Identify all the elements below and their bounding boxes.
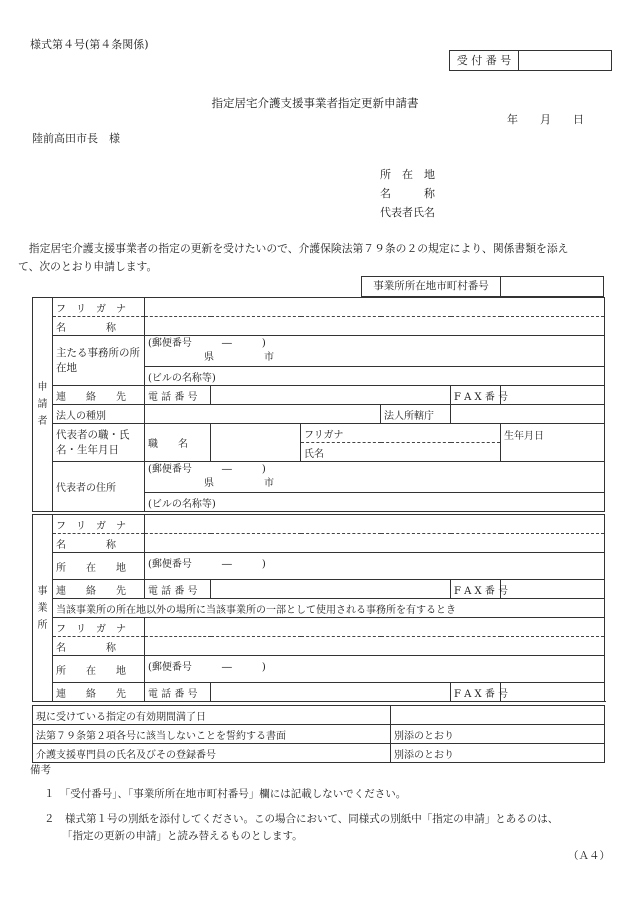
municipality-number-box: [361, 276, 604, 297]
rep-address-field[interactable]: [145, 462, 605, 493]
specialists-value: 別添のとおり: [391, 744, 605, 763]
applicant-phone-label: 電 話 番 号: [145, 386, 211, 405]
sub-office-furigana-field[interactable]: [145, 618, 605, 637]
remark-1: １ 「受付番号」、「事業所所在地市町村番号」欄には記載しないでください。: [44, 788, 407, 800]
table-row: [33, 725, 605, 744]
main-office-pref-city: 県 市: [204, 352, 274, 363]
table-row: [33, 386, 605, 405]
footer-table: [32, 705, 605, 763]
receipt-number-field[interactable]: [519, 51, 611, 70]
office-location-label: 所 在 地: [53, 553, 145, 580]
pledge-label: 法第７９条第２項各号に該当しないことを誓約する書面: [33, 725, 391, 744]
main-office-postal: (郵便番号 ― ): [148, 338, 266, 349]
paper-size: （Ａ４）: [568, 850, 610, 862]
rep-name-label[interactable]: 氏名: [301, 443, 501, 462]
applicant-fax-label: F A X 番 号: [451, 386, 501, 405]
sub-office-fax-label: F A X 番 号: [451, 683, 501, 702]
office-furigana-field[interactable]: [145, 515, 605, 534]
remark-2-cont: 「指定の更新の申請」と読み替えるものとします。: [62, 830, 303, 842]
applicant-fax-field[interactable]: [501, 386, 605, 405]
main-office-building-field[interactable]: (ビルの名称等): [145, 367, 605, 386]
table-row: [33, 553, 605, 580]
municipality-number-label: 事業所所在地市町村番号: [362, 277, 501, 296]
table-row: [33, 515, 605, 534]
table-row: [33, 580, 605, 599]
application-table: [32, 297, 605, 512]
table-row: [33, 706, 605, 725]
sub-office-phone-field[interactable]: [211, 683, 451, 702]
position-field[interactable]: [211, 424, 301, 462]
page-title: 指定居宅介護支援事業者指定更新申請書: [211, 96, 419, 110]
intro-line-1: 指定居宅介護支援事業者の指定の更新を受けたいので、介護保険法第７９条の２の規定により、関係書類を添え: [18, 242, 569, 255]
birth-date-label[interactable]: 生年月日: [501, 424, 605, 462]
position-label: 職 名: [145, 424, 211, 462]
sub-office-name-label: 名 称: [53, 637, 145, 656]
validity-field[interactable]: [391, 706, 605, 725]
applicant-name-label-cell: 名 称: [53, 317, 145, 336]
applicant-contact-label: 連 絡 先: [53, 386, 145, 405]
rep-title-label: 代表者の職・氏名・生年月日: [53, 424, 145, 462]
corp-type-label: 法人の種別: [53, 405, 145, 424]
validity-label: 現に受けている指定の有効期間満了日: [33, 706, 391, 725]
table-row: [33, 298, 605, 317]
rep-pref-city: 県 市: [204, 478, 274, 489]
main-office-address-field[interactable]: [145, 336, 605, 367]
rep-postal: (郵便番号 ― ): [148, 464, 266, 475]
specialists-label: 介護支援専門員の氏名及びその登録番号: [33, 744, 391, 763]
remarks-title: 備考: [30, 764, 51, 776]
applicant-name-label: 名 称: [380, 187, 435, 200]
date-line[interactable]: 年 月 日: [507, 113, 584, 126]
section-applicant: 申 請 者: [33, 298, 53, 512]
applicant-furigana-field[interactable]: [145, 298, 605, 317]
table-row: [33, 744, 605, 763]
applicant-rep-label: 代表者氏名: [380, 206, 435, 219]
intro-line-2: て、次のとおり申請します。: [18, 260, 158, 273]
sub-office-location-field[interactable]: (郵便番号 ― ): [145, 656, 605, 683]
sub-office-contact-label: 連 絡 先: [53, 683, 145, 702]
table-row: [33, 317, 605, 336]
applicant-furigana-label: フ リ ガ ナ: [53, 298, 145, 317]
receipt-number-label: 受 付 番 号: [450, 51, 519, 70]
other-office-caption: 当該事業所の所在地以外の場所に当該事業所の一部として使用される事務所を有するとき: [53, 599, 605, 618]
addressee: 陸前高田市長 様: [32, 132, 120, 145]
sub-office-fax-field[interactable]: [501, 683, 605, 702]
table-row: [33, 637, 605, 656]
office-table: [32, 514, 605, 702]
rep-building-field[interactable]: (ビルの名称等): [145, 493, 605, 512]
table-row: [33, 424, 605, 443]
corp-office-field[interactable]: [451, 405, 605, 424]
form-number: 様式第４号(第４条関係): [30, 38, 149, 51]
office-contact-label: 連 絡 先: [53, 580, 145, 599]
rep-furigana-label[interactable]: フリガナ: [301, 424, 501, 443]
sub-office-location-label: 所 在 地: [53, 656, 145, 683]
table-row: [33, 656, 605, 683]
office-name-field[interactable]: [145, 534, 605, 553]
table-row: [33, 683, 605, 702]
applicant-phone-field[interactable]: [211, 386, 451, 405]
sub-office-furigana-label: フ リ ガ ナ: [53, 618, 145, 637]
table-row: [33, 336, 605, 367]
office-furigana-label: フ リ ガ ナ: [53, 515, 145, 534]
receipt-number-box: [449, 50, 612, 71]
table-row: [33, 618, 605, 637]
office-fax-label: F A X 番 号: [451, 580, 501, 599]
pledge-value: 別添のとおり: [391, 725, 605, 744]
office-name-label: 名 称: [53, 534, 145, 553]
office-fax-field[interactable]: [501, 580, 605, 599]
municipality-number-field[interactable]: [501, 277, 603, 296]
table-row: [33, 534, 605, 553]
sub-office-name-field[interactable]: [145, 637, 605, 656]
section-office: 事 業 所: [33, 515, 53, 702]
applicant-address-label: 所 在 地: [380, 168, 435, 181]
remark-2: ２ 様式第１号の別紙を添付してください。この場合において、同様式の別紙中「指定の申請」とあるのは、: [44, 813, 559, 825]
table-row: [33, 405, 605, 424]
sub-office-phone-label: 電 話 番 号: [145, 683, 211, 702]
table-row: [33, 462, 605, 493]
corp-type-field[interactable]: [145, 405, 381, 424]
rep-address-label: 代表者の住所: [53, 462, 145, 512]
office-location-field[interactable]: (郵便番号 ― ): [145, 553, 605, 580]
table-row: [33, 599, 605, 618]
main-office-label: 主たる事務所の所在地: [53, 336, 145, 386]
corp-office-label: 法人所轄庁: [381, 405, 451, 424]
office-phone-label: 電 話 番 号: [145, 580, 211, 599]
applicant-name-field[interactable]: [145, 317, 605, 336]
office-phone-field[interactable]: [211, 580, 451, 599]
